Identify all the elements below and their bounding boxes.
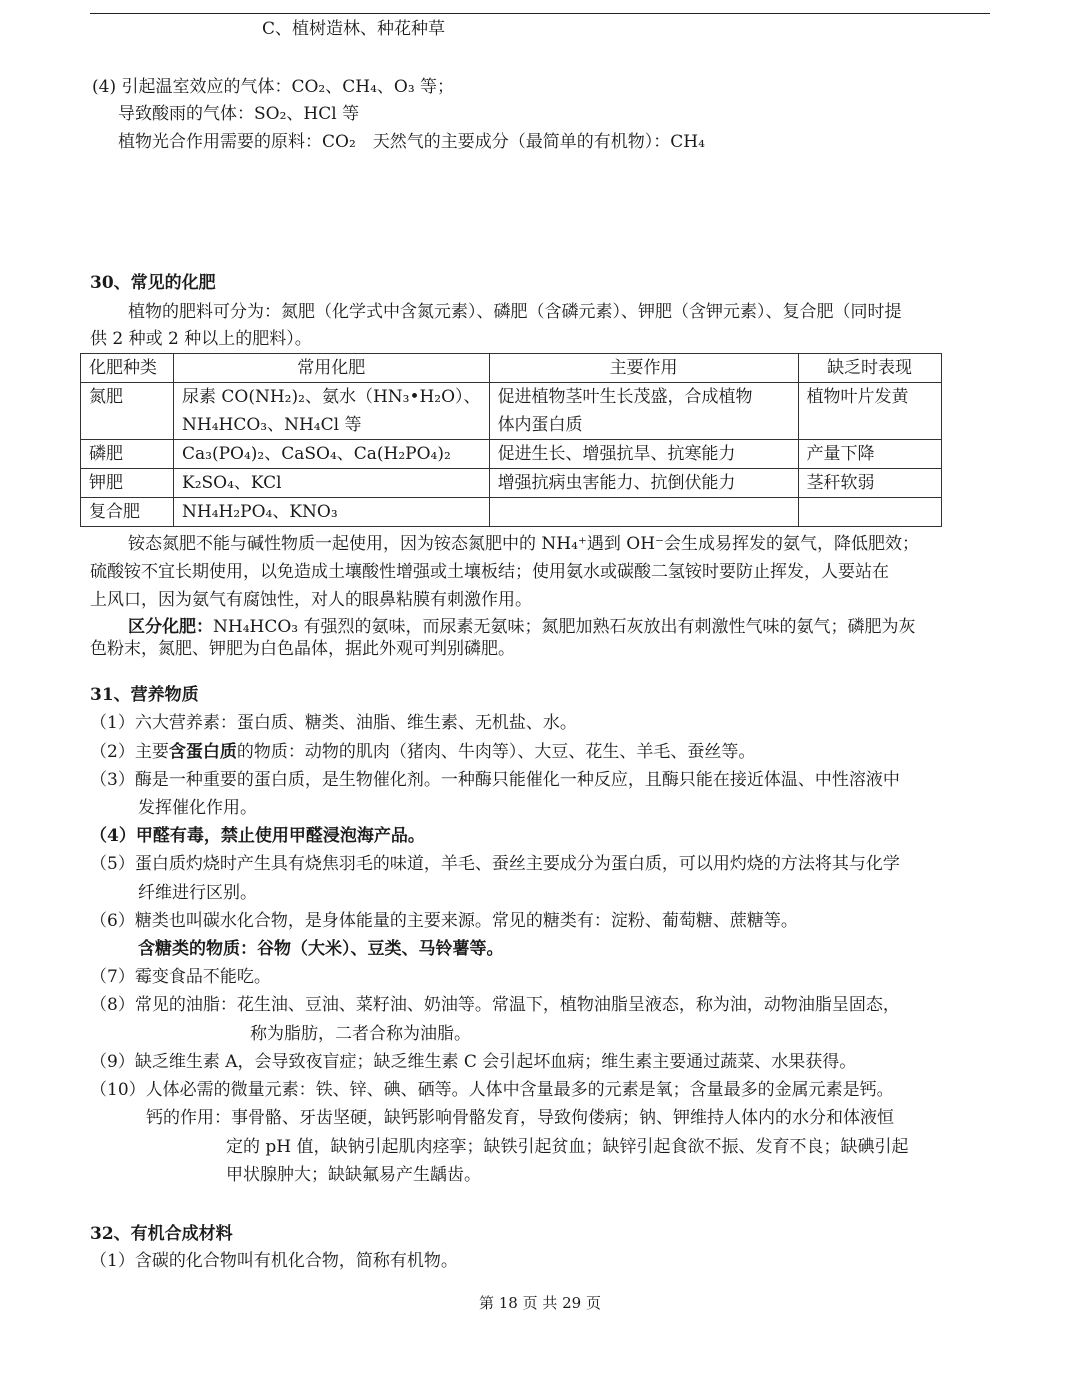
cell-lack: 植物叶片发黄 xyxy=(798,383,941,440)
greenhouse-gases: (4) 引起温室效应的气体：CO₂、CH₄、O₃ 等； xyxy=(92,77,455,97)
cell-effect-line-2: 体内蛋白质 xyxy=(497,415,583,435)
section-30-intro-2: 供 2 种或 2 种以上的肥料）。 xyxy=(90,329,312,349)
page-footer: 第 18 页 共 29 页 xyxy=(478,1294,601,1312)
section-32-heading: 32、有机合成材料 xyxy=(90,1224,233,1244)
cell-common-line-1: 尿素 CO(NH₂)₂、氨水（HN₃•H₂O）、 xyxy=(182,387,481,407)
section-31-heading: 31、营养物质 xyxy=(90,685,199,705)
cell-effect xyxy=(489,383,798,440)
table-header-row xyxy=(81,354,942,383)
nutrient-item-2 xyxy=(90,740,755,764)
cell-common: Ca₃(PO₄)₂、CaSO₄、Ca(H₂PO₄)₂ xyxy=(174,440,490,469)
cell-effect-line-1: 促进植物茎叶生长茂盛，合成植物 xyxy=(497,387,753,407)
distinguish-text-1: NH₄HCO₃ 有强烈的氨味，而尿素无氨味；氮肥加熟石灰放出有刺激性气味的氨气；磷肥为灰 xyxy=(213,617,916,637)
nutrient-item-6: （6）糖类也叫碳水化合物，是身体能量的主要来源。常见的糖类有：淀粉、葡萄糖、蔗糖等。 xyxy=(90,911,798,931)
prev-option-c: C、植树造林、种花种草 xyxy=(262,19,446,39)
calcium-line-3: 甲状腺肿大；缺缺氟易产生龋齿。 xyxy=(226,1165,481,1185)
header-rule xyxy=(90,13,990,14)
nutrient-item-5-line-1: （5）蛋白质灼烧时产生具有烧焦羽毛的味道，羊毛、蚕丝主要成分为蛋白质，可以用灼烧的方法将其与化学 xyxy=(90,854,900,874)
nutrient-item-3-line-1: （3）酶是一种重要的蛋白质，是生物催化剂。一种酶只能催化一种反应，且酶只能在接近体温、中性溶液中 xyxy=(90,770,900,790)
calcium-line-1: 钙的作用：事骨骼、牙齿坚硬，缺钙影响骨骼发育，导致佝偻病；钠、钾维持人体内的水分和体液恒 xyxy=(146,1108,894,1128)
cell-effect: 增强抗病虫害能力、抗倒伏能力 xyxy=(489,469,798,498)
cell-effect xyxy=(489,498,798,527)
cell-common: NH₄H₂PO₄、KNO₃ xyxy=(174,498,490,527)
header-lack: 缺乏时表现 xyxy=(798,354,941,383)
nutrient-item-2-pre: （2）主要 xyxy=(90,742,169,762)
table-row xyxy=(81,469,942,498)
cell-type: 氮肥 xyxy=(81,383,174,440)
table-row xyxy=(81,383,942,440)
cell-lack: 茎秆软弱 xyxy=(798,469,941,498)
nutrient-item-2-post: 的物质：动物的肌肉（猪肉、牛肉等）、大豆、花生、羊毛、蚕丝等。 xyxy=(236,742,756,762)
ammonium-note-3: 上风口，因为氨气有腐蚀性，对人的眼鼻粘膜有刺激作用。 xyxy=(90,590,532,610)
cell-lack: 产量下降 xyxy=(798,440,941,469)
header-common: 常用化肥 xyxy=(174,354,490,383)
nutrient-item-2-bold: 含蛋白质 xyxy=(168,742,237,762)
distinguish-line-1 xyxy=(128,615,916,639)
cell-effect: 促进生长、增强抗旱、抗寒能力 xyxy=(489,440,798,469)
sugar-foods: 含糖类的物质：谷物（大米）、豆类、马铃薯等。 xyxy=(138,939,504,959)
cell-type: 钾肥 xyxy=(81,469,174,498)
cell-lack xyxy=(798,498,941,527)
nutrient-item-7: （7）霉变食品不能吃。 xyxy=(90,967,271,987)
table-row xyxy=(81,498,942,527)
nutrient-item-4: （4）甲醛有毒，禁止使用甲醛浸泡海产品。 xyxy=(90,826,425,846)
organic-item-1: （1）含碳的化合物叫有机化合物，简称有机物。 xyxy=(90,1251,458,1271)
ammonium-note-1: 铵态氮肥不能与碱性物质一起使用，因为铵态氮肥中的 NH₄⁺遇到 OH⁻会生成易挥发的氨气，降低肥效； xyxy=(128,534,920,554)
nutrient-item-8-line-1: （8）常见的油脂：花生油、豆油、菜籽油、奶油等。常温下，植物油脂呈液态，称为油，动物油脂呈固态， xyxy=(90,995,900,1015)
distinguish-line-2: 色粉末，氮肥、钾肥为白色晶体，据此外观可判别磷肥。 xyxy=(90,639,515,659)
cell-type: 复合肥 xyxy=(81,498,174,527)
section-30-heading: 30、常见的化肥 xyxy=(90,273,216,293)
nutrient-item-3-line-2: 发挥催化作用。 xyxy=(138,798,257,818)
nutrient-item-5-line-2: 纤维进行区别。 xyxy=(138,883,257,903)
distinguish-label: 区分化肥： xyxy=(128,617,213,637)
nutrient-item-9: （9）缺乏维生素 A，会导致夜盲症；缺乏维生素 C 会引起坏血病；维生素主要通过蔬菜、水果获得。 xyxy=(90,1052,857,1072)
acid-rain-gases: 导致酸雨的气体：SO₂、HCl 等 xyxy=(118,104,360,124)
header-type: 化肥种类 xyxy=(81,354,174,383)
header-effect: 主要作用 xyxy=(489,354,798,383)
nutrient-item-1: （1）六大营养素：蛋白质、糖类、油脂、维生素、无机盐、水。 xyxy=(90,713,577,733)
nutrient-item-8-line-2: 称为脂肪，二者合称为油脂。 xyxy=(250,1024,471,1044)
fertilizer-table xyxy=(80,353,942,527)
ammonium-note-2: 硫酸铵不宜长期使用，以免造成土壤酸性增强或土壤板结；使用氨水或碳酸二氢铵时要防止挥发，人要站在 xyxy=(90,562,889,582)
cell-common-line-2: NH₄HCO₃、NH₄Cl 等 xyxy=(182,415,362,435)
section-30-intro-1: 植物的肥料可分为：氮肥（化学式中含氮元素）、磷肥（含磷元素）、钾肥（含钾元素）、复合肥（同时提 xyxy=(128,302,902,322)
cell-common xyxy=(174,383,490,440)
cell-type: 磷肥 xyxy=(81,440,174,469)
calcium-line-2: 定的 pH 值，缺钠引起肌肉痉挛；缺铁引起贫血；缺锌引起食欲不振、发育不良；缺碘引起 xyxy=(226,1137,909,1157)
photosynthesis-line: 植物光合作用需要的原料：CO₂ 天然气的主要成分（最简单的有机物）：CH₄ xyxy=(118,132,705,152)
cell-common: K₂SO₄、KCl xyxy=(174,469,490,498)
table-row xyxy=(81,440,942,469)
nutrient-item-10: （10）人体必需的微量元素：铁、锌、碘、硒等。人体中含量最多的元素是氧；含量最多的金属元素是钙。 xyxy=(90,1080,894,1100)
